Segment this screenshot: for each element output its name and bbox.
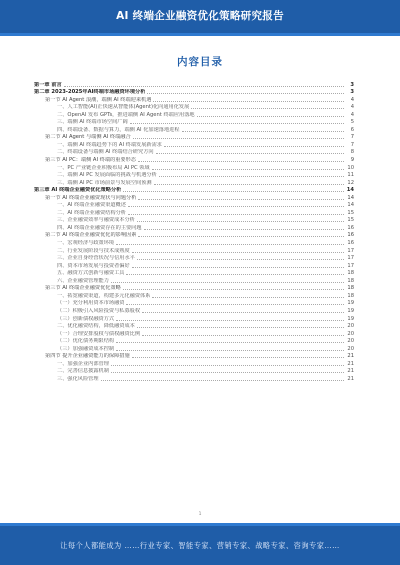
toc-entry-title: （二）积极引入风险投资与私募股权 bbox=[57, 307, 141, 314]
toc-dot-leader bbox=[128, 206, 344, 207]
toc-entry-page: 19 bbox=[347, 307, 354, 314]
toc-entry-title: 二、终端设备与端侧 AI 终端结合研究方向 bbox=[57, 149, 154, 156]
toc-entry-page: 17 bbox=[347, 247, 354, 254]
toc-entry[interactable] bbox=[34, 118, 354, 126]
toc-dot-leader bbox=[142, 312, 344, 313]
toc-entry-title: 第二节 AI Agent 与端侧 AI 终端融合 bbox=[45, 134, 131, 141]
toc-dot-leader bbox=[128, 214, 344, 215]
toc-entry[interactable] bbox=[34, 155, 354, 163]
toc-entry[interactable] bbox=[34, 359, 354, 367]
toc-entry-title: （一）合理安排股权与债权融资比例 bbox=[57, 330, 141, 337]
toc-entry-title: 二、行业发展阶段与技术成熟度 bbox=[57, 247, 130, 254]
toc-entry-page: 15 bbox=[347, 209, 354, 216]
toc-entry[interactable] bbox=[34, 148, 354, 156]
toc-entry[interactable] bbox=[34, 178, 354, 186]
toc-dot-leader bbox=[132, 267, 344, 268]
toc-entry-title: 二、优化融资结构，降低融资成本 bbox=[57, 323, 135, 330]
toc-entry-title: 一、加强企业内部管理 bbox=[57, 360, 109, 367]
toc-entry-title: 二、端侧 AI PC 发展面临的挑战与机遇分析 bbox=[57, 172, 157, 179]
toc-entry-title: 一、人工智能(AI)正快速从智能体(Agent)化向通用化发展 bbox=[57, 104, 190, 111]
toc-entry[interactable] bbox=[34, 88, 354, 96]
toc-entry-title: 二、AI 终端企业融资结构分析 bbox=[57, 209, 126, 216]
toc-dot-leader bbox=[126, 274, 344, 275]
toc-entry-page: 21 bbox=[347, 375, 354, 382]
toc-entry[interactable] bbox=[34, 284, 354, 292]
toc-entry-page: 19 bbox=[347, 315, 354, 322]
toc-entry-page: 18 bbox=[347, 292, 354, 299]
toc-entry-page: 21 bbox=[347, 353, 354, 360]
toc-entry-page: 3 bbox=[350, 81, 354, 88]
toc-entry-page: 15 bbox=[347, 217, 354, 224]
toc-entry[interactable] bbox=[34, 133, 354, 141]
toc-dot-leader bbox=[133, 138, 344, 139]
toc-entry-page: 14 bbox=[347, 202, 354, 209]
toc-dot-leader bbox=[164, 146, 344, 147]
toc-dot-leader bbox=[116, 320, 344, 321]
toc-entry[interactable] bbox=[34, 246, 354, 254]
toc-dot-leader bbox=[197, 116, 344, 117]
toc-entry-title: （一）充分利用资本市场融资 bbox=[57, 300, 125, 307]
toc-entry-page: 18 bbox=[347, 277, 354, 284]
toc-dot-leader bbox=[137, 327, 344, 328]
toc-dot-leader bbox=[138, 199, 344, 200]
toc-entry-title: 六、企业融资管理能力 bbox=[57, 277, 109, 284]
toc-entry-page: 18 bbox=[347, 285, 354, 292]
toc-entry-page: 16 bbox=[347, 224, 354, 231]
toc-entry-title: 四、AI 终端企业融资存在的主要问题 bbox=[57, 224, 142, 231]
toc-entry[interactable] bbox=[34, 276, 354, 284]
toc-entry-title: 第三章 AI 终端企业融资优化策略分析 bbox=[34, 187, 122, 194]
toc-entry-page: 18 bbox=[347, 270, 354, 277]
report-header-bar bbox=[0, 0, 400, 36]
toc-entry[interactable] bbox=[34, 322, 354, 330]
toc-entry-page: 20 bbox=[347, 345, 354, 352]
toc-entry[interactable] bbox=[34, 299, 354, 307]
toc-entry-title: 一、PC 产业链企业积极布局 AI PC 领域 bbox=[57, 164, 150, 171]
toc-dot-leader bbox=[111, 372, 344, 373]
toc-entry-title: （二）优化债务期限结构 bbox=[57, 338, 115, 345]
toc-dot-leader bbox=[111, 365, 344, 366]
toc-entry[interactable] bbox=[34, 231, 354, 239]
toc-entry-page: 7 bbox=[350, 134, 354, 141]
toc-dot-leader bbox=[137, 259, 344, 260]
toc-dot-leader bbox=[123, 289, 344, 290]
toc-entry[interactable] bbox=[34, 125, 354, 133]
toc-entry[interactable] bbox=[34, 314, 354, 322]
toc-entry[interactable] bbox=[34, 238, 354, 246]
toc-entry-page: 14 bbox=[347, 194, 354, 201]
toc-entry-title: 第一节 AI 终端企业融资现状与问题分析 bbox=[45, 194, 137, 201]
toc-entry-title: 三、企业自身经营状况与信用水平 bbox=[57, 255, 135, 262]
toc-dot-leader bbox=[123, 191, 344, 192]
toc-entry-page: 20 bbox=[347, 323, 354, 330]
toc-entry-page: 20 bbox=[347, 338, 354, 345]
toc-entry-title: 第二节 AI 终端企业融资优化的影响因素 bbox=[45, 232, 137, 239]
toc-entry-title: 一、AI 终端企业融资渠道概述 bbox=[57, 202, 126, 209]
toc-entry-title: 三、端侧 AI PC 市场前景与发展空间预测 bbox=[57, 179, 152, 186]
toc-dot-leader bbox=[144, 229, 344, 230]
toc-entry[interactable] bbox=[34, 329, 354, 337]
toc-entry-title: （三）创新债权融资方式 bbox=[57, 315, 115, 322]
toc-entry-title: 二、OpenAI 发布 GPTs，推进端侧 AI Agent 终端应用落地 bbox=[57, 111, 195, 118]
toc-dot-leader bbox=[101, 380, 344, 381]
toc-entry-title: 第三节 AI 终端企业融资优化策略 bbox=[45, 285, 121, 292]
toc-entry-page: 7 bbox=[350, 141, 354, 148]
toc-dot-leader bbox=[116, 244, 344, 245]
toc-dot-leader bbox=[111, 282, 344, 283]
toc-entry[interactable] bbox=[34, 367, 354, 375]
toc-entry-page: 17 bbox=[347, 262, 354, 269]
report-title: AI 终端企业融资优化策略研究报告 bbox=[116, 10, 284, 22]
toc-entry-page: 4 bbox=[350, 111, 354, 118]
toc-entry-title: （三）加强融资成本控制 bbox=[57, 345, 115, 352]
toc-entry[interactable] bbox=[34, 216, 354, 224]
toc-entry-page: 4 bbox=[350, 104, 354, 111]
toc-dot-leader bbox=[116, 350, 344, 351]
toc-entry-title: 三、强化风险管理 bbox=[57, 375, 99, 382]
footer-slogan: 让每个人都能成为 ……行业专家、智能专家、营销专家、战略专家、咨询专家…… bbox=[60, 541, 340, 550]
toc-entry-title: 五、融资方式创新与融资工具 bbox=[57, 270, 125, 277]
toc-entry-page: 21 bbox=[347, 368, 354, 375]
toc-entry-page: 11 bbox=[347, 172, 354, 179]
toc-dot-leader bbox=[152, 169, 344, 170]
toc-entry-title: 第四节 提升企业融资能力的保障措施 bbox=[45, 353, 130, 360]
toc-entry-page: 20 bbox=[347, 330, 354, 337]
toc-entry[interactable] bbox=[34, 269, 354, 277]
toc-entry[interactable] bbox=[34, 223, 354, 231]
toc-entry-page: 16 bbox=[347, 232, 354, 239]
toc-entry-page: 14 bbox=[346, 187, 354, 194]
toc-entry[interactable] bbox=[34, 344, 354, 352]
toc-entry[interactable] bbox=[34, 140, 354, 148]
toc-dot-leader bbox=[138, 161, 344, 162]
toc-dot-leader bbox=[64, 86, 344, 87]
toc-dot-leader bbox=[153, 101, 344, 102]
toc-dot-leader bbox=[142, 335, 344, 336]
toc-dot-leader bbox=[159, 176, 344, 177]
toc-dot-leader bbox=[191, 108, 344, 109]
toc-entry[interactable] bbox=[34, 306, 354, 314]
toc-entry-page: 10 bbox=[347, 164, 354, 171]
toc-entry-page: 19 bbox=[347, 300, 354, 307]
toc-entry-page: 16 bbox=[347, 240, 354, 247]
toc-entry[interactable] bbox=[34, 337, 354, 345]
toc-entry[interactable] bbox=[34, 95, 354, 103]
toc-entry[interactable] bbox=[34, 201, 354, 209]
toc-dot-leader bbox=[132, 357, 344, 358]
toc-entry-page: 9 bbox=[350, 157, 354, 164]
toc-entry-title: 三、企业融资效率与融资成本分析 bbox=[57, 217, 135, 224]
toc-entry-title: 第一章 前言 bbox=[34, 81, 62, 88]
toc-dot-leader bbox=[156, 153, 344, 154]
toc-entry-page: 17 bbox=[347, 255, 354, 262]
toc-heading: 内容目录 bbox=[177, 56, 223, 68]
toc-entry[interactable] bbox=[34, 291, 354, 299]
page-number: 1 bbox=[198, 512, 202, 517]
toc-entry-title: 一、端侧 AI 终端趋势下的 AI 终端发展新需求 bbox=[57, 141, 162, 148]
toc-dot-leader bbox=[182, 131, 344, 132]
toc-entry[interactable] bbox=[34, 193, 354, 201]
toc-entry-title: 四、资本市场发展与投资者偏好 bbox=[57, 262, 130, 269]
toc-entry[interactable] bbox=[34, 208, 354, 216]
toc-dot-leader bbox=[116, 342, 344, 343]
toc-entry[interactable] bbox=[34, 352, 354, 360]
toc-entry[interactable] bbox=[34, 80, 354, 88]
report-footer-bar bbox=[0, 523, 400, 565]
toc-dot-leader bbox=[130, 123, 344, 124]
toc-entry-page: 5 bbox=[350, 119, 354, 126]
toc-entry-page: 21 bbox=[347, 360, 354, 367]
toc-entry[interactable] bbox=[34, 103, 354, 111]
toc-entry-title: 三、端侧 AI 终端市场空间广阔 bbox=[57, 119, 128, 126]
header-accent-line bbox=[0, 33, 400, 36]
toc-entry-title: 第一节 AI Agent 浪潮，端侧 AI 终端迎来机遇 bbox=[45, 96, 152, 103]
toc-entry[interactable] bbox=[34, 254, 354, 262]
toc-entry-page: 12 bbox=[347, 179, 354, 186]
toc-entry-page: 6 bbox=[350, 126, 354, 133]
toc-dot-leader bbox=[126, 304, 344, 305]
toc-entry[interactable] bbox=[34, 374, 354, 382]
toc-entry-page: 8 bbox=[350, 149, 354, 156]
toc-dot-leader bbox=[132, 252, 344, 253]
toc-dot-leader bbox=[138, 236, 344, 237]
toc-dot-leader bbox=[147, 93, 344, 94]
toc-dot-leader bbox=[152, 297, 344, 298]
toc-entry[interactable] bbox=[34, 186, 354, 194]
table-of-contents bbox=[34, 80, 354, 382]
toc-entry-title: 第二章 2023-2025年AI终端市场融资环境分析 bbox=[34, 89, 146, 96]
toc-entry[interactable] bbox=[34, 261, 354, 269]
toc-entry-page: 3 bbox=[350, 89, 354, 96]
toc-dot-leader bbox=[137, 221, 344, 222]
toc-entry-title: 四、终端设备、数据与算力，端侧 AI 化加速落地进程 bbox=[57, 126, 180, 133]
toc-entry-title: 第三节 AI PC：端侧 AI 终端的重要形态 bbox=[45, 157, 136, 164]
toc-entry-title: 二、完善信息披露机制 bbox=[57, 368, 109, 375]
toc-entry-page: 4 bbox=[350, 96, 354, 103]
toc-entry-title: 一、宏观经济与政策环境 bbox=[57, 240, 115, 247]
toc-entry[interactable] bbox=[34, 163, 354, 171]
toc-entry-title: 一、拓宽融资渠道，构建多元化融资体系 bbox=[57, 292, 151, 299]
toc-dot-leader bbox=[154, 184, 344, 185]
toc-entry[interactable] bbox=[34, 110, 354, 118]
toc-entry[interactable] bbox=[34, 171, 354, 179]
